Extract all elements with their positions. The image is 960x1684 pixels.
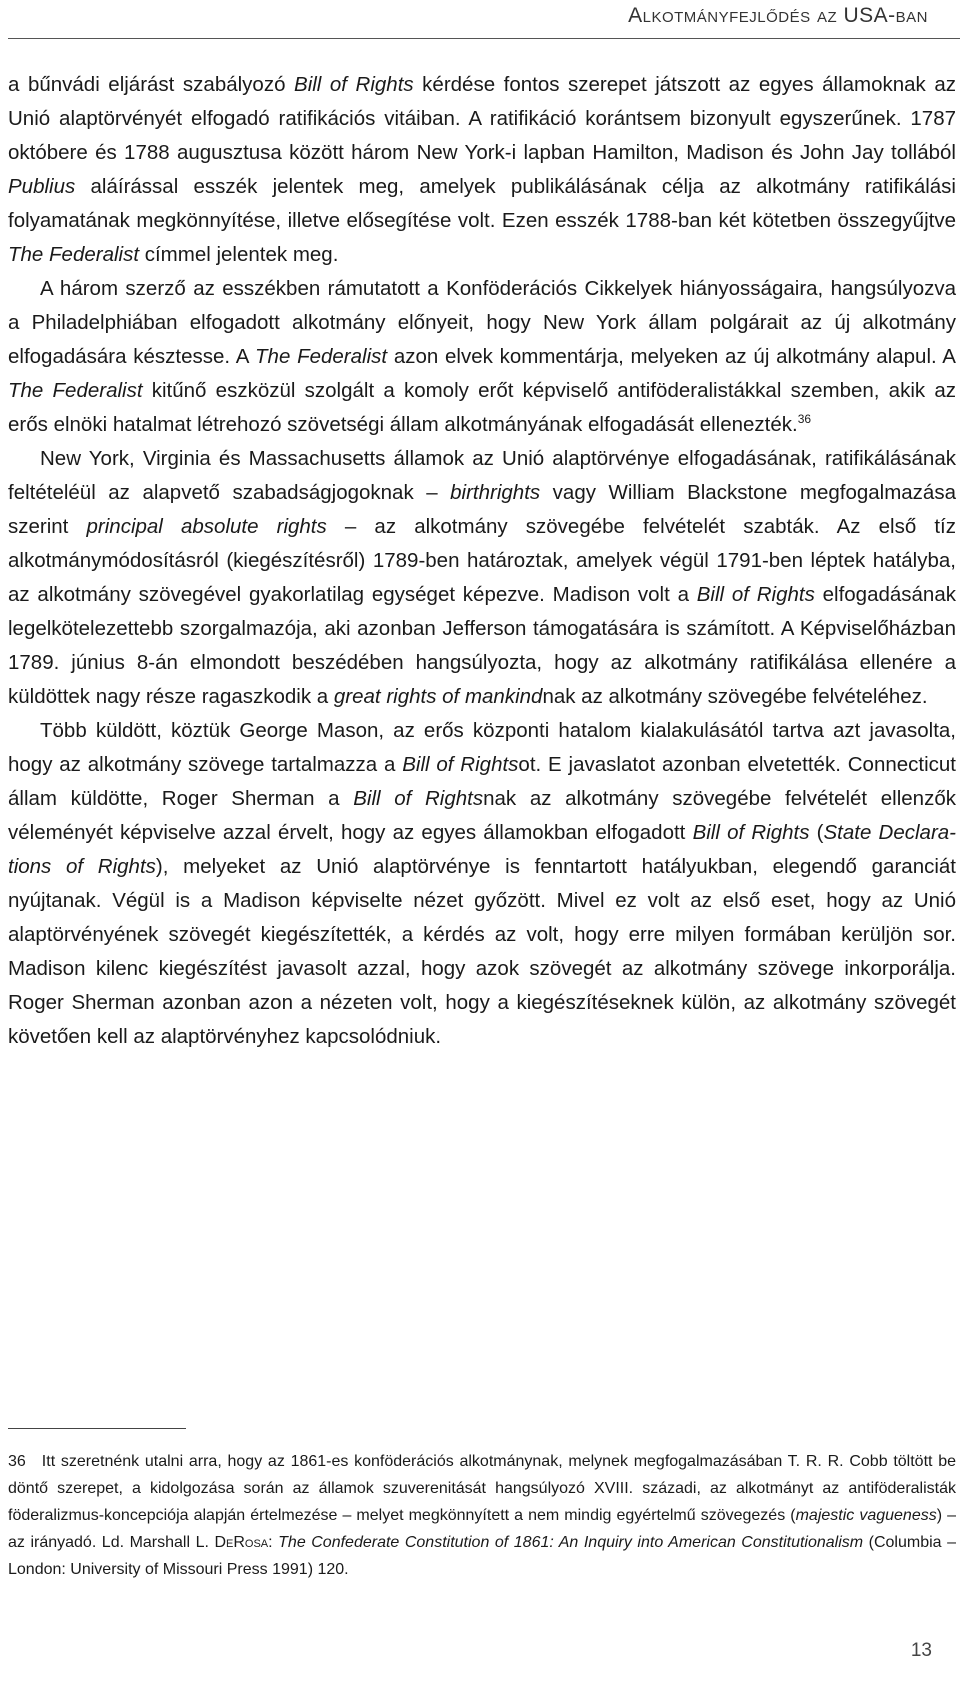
paragraph bbox=[8, 272, 956, 442]
page-number: 13 bbox=[910, 1640, 932, 1661]
italic-text: The Federalist bbox=[255, 345, 388, 368]
text-run: ), melyeket az Unió alaptörvénye is fenntartott hatályukban, elegendő garanciát nyújtanak. Végül is a Madison képviselte nézet győzött. Mivel ez volt az első eset, hogy az Unió alaptörvényének szövegét kiegészítették, a kérdés az volt, hogy erre milyen formában kerüljön sor. Madison kilenc kiegészítést javasolt azzal, hogy azok szövegét az alkotmány szövege inkorporálja. Roger Sherman azonban azon a nézeten volt, hogy a kiegészítéseknek külön, az alkotmány szövegét követően kell az alaptörvényhez kapcsolódniuk. bbox=[8, 855, 956, 1048]
italic-text: Bill of Rights bbox=[402, 753, 519, 776]
text-run: Több küldött, köztük George Mason, az erős központi hatalom kialakulásától tartva azt javasolta, hogy az alkotmány szövege tartalmazza a bbox=[8, 719, 956, 776]
footnote-rule bbox=[8, 1428, 186, 1429]
text-run: 36 Itt szeretnénk utalni arra, hogy az 1861-es konföderációs alkotmánynak, melynek megfogalmazásában T. R. R. Cobb töltött be döntő szerepet, a kidolgozása során az államok szuverenitását hangsúlyozó XVIII. századi, az alkotmányt az antiföderalisták föderalizmus-koncepciója alapján értelmezése – melyet megkönnyített a nem mindig egyértelmű szövegezés ( bbox=[8, 1453, 956, 1524]
italic-text: Bill of Rights bbox=[696, 583, 815, 606]
text-run: nak az alkotmány szövegébe felvételét ellenzők véleményét képviselve azzal érvelt, hogy az egyes államokban elfogadott bbox=[8, 787, 956, 844]
footnote bbox=[8, 1448, 956, 1583]
text-run: azon elvek kommentárja, melyeken az új alkotmány alapul. A bbox=[387, 345, 956, 368]
paragraph bbox=[8, 442, 956, 714]
paragraph bbox=[8, 68, 956, 272]
italic-text: The Confederate Constitution of 1861: An Inquiry into American Constitutionalism bbox=[278, 1534, 864, 1551]
text-run: aláírással esszék jelentek meg, amelyek publikálásának célja az alkotmány ratifikálási folyamatának megkönnyítése, illetve elősegítése volt. Ezen esszék 1788-ban két kötetben összegyűjtve bbox=[8, 175, 956, 232]
italic-text: principal absolute rights bbox=[86, 515, 327, 538]
italic-text: Bill of Rights bbox=[353, 787, 484, 810]
italic-text: birthrights bbox=[450, 481, 541, 504]
text-run: címmel jelentek meg. bbox=[139, 243, 339, 266]
italic-text: Bill of Rights bbox=[692, 821, 810, 844]
text-run: nak az alkotmány szövegébe felvételéhez. bbox=[542, 685, 928, 708]
text-run: : bbox=[268, 1534, 279, 1551]
italic-text: State Declarations of Rights bbox=[8, 821, 956, 878]
italic-text: The Federalist bbox=[8, 243, 140, 266]
text-run: A három szerző az esszékben rámutatott a Konföderációs Cikkelyek hiányosságaira, hangsúlyozva a Philadelphiában elfogadott alkotmány előnyeit, hogy New York állam polgárait az új alkotmány elfogadására késztesse. A bbox=[8, 277, 956, 368]
text-run: (Columbia – London: University of Missouri Press 1991) 120. bbox=[8, 1534, 956, 1578]
text-run: New York, Virginia és Massachusetts államok az Unió alaptörvénye elfogadásának, ratifikálásának feltételéül az alapvető szabadságjogoknak – bbox=[8, 447, 956, 504]
text-run: – az alkotmány szövegébe felvételét szabták. Az első tíz alkotmánymódosításról (kiegészítésről) 1789-ben határoztak, amelyek végül 1791-ben léptek hatályba, az alkotmány szövegével gyakorlatilag egységet képezve. Madison volt a bbox=[8, 515, 957, 606]
text-run: a bűnvádi eljárást szabályozó bbox=[8, 73, 295, 96]
main-text bbox=[8, 68, 956, 1054]
text-run: vagy William Blackstone megfogalmazása szerint bbox=[8, 481, 956, 538]
header-rule bbox=[8, 38, 960, 39]
running-header: Alkotmányfejlődés az USA-ban bbox=[628, 4, 928, 27]
text-run: ( bbox=[809, 821, 824, 844]
text-run: kitűnő eszközül szolgált a komoly erőt képviselő antiföderalistákkal szemben, akik az erős elnöki hatalmat létrehozó szövetségi állam alkotmányának elfogadását ellenezték. bbox=[8, 379, 956, 436]
italic-text: The Federalist bbox=[8, 379, 143, 402]
footnote-ref: 36 bbox=[797, 412, 812, 427]
text-run: elfogadásának legelkötelezettebb szorgalmazója, aki azonban Jefferson támogatására is számított. A Képviselőházban 1789. június 8-án elmondott beszédében hangsúlyozta, hogy az alkotmány ratifikálása ellenére a küldöttek nagy része ragaszkodik a bbox=[8, 583, 956, 708]
paragraph bbox=[8, 714, 956, 1054]
italic-text: majestic vagueness bbox=[795, 1507, 937, 1524]
text-run: ot. E javaslatot azonban elvetették. Connecticut állam küldötte, Roger Sherman a bbox=[8, 753, 956, 810]
italic-text: Bill of Rights bbox=[294, 73, 414, 96]
italic-text: Publius bbox=[8, 175, 76, 198]
italic-text: great rights of mankind bbox=[333, 685, 543, 708]
small-caps-text: DeRosa bbox=[214, 1534, 269, 1551]
text-run: kérdése fontos szerepet játszott az egyes államoknak az Unió alaptörvényét elfogadó ratifikációs vitáiban. A ratifikáció korántsem bizonyult egyszerűnek. 1787 októbere és 1788 augusztusa között három New York-i lapban Hamilton, Madison és John Jay tollából bbox=[8, 73, 956, 164]
text-run: ) – az irányadó. Ld. Marshall L. bbox=[8, 1507, 957, 1551]
